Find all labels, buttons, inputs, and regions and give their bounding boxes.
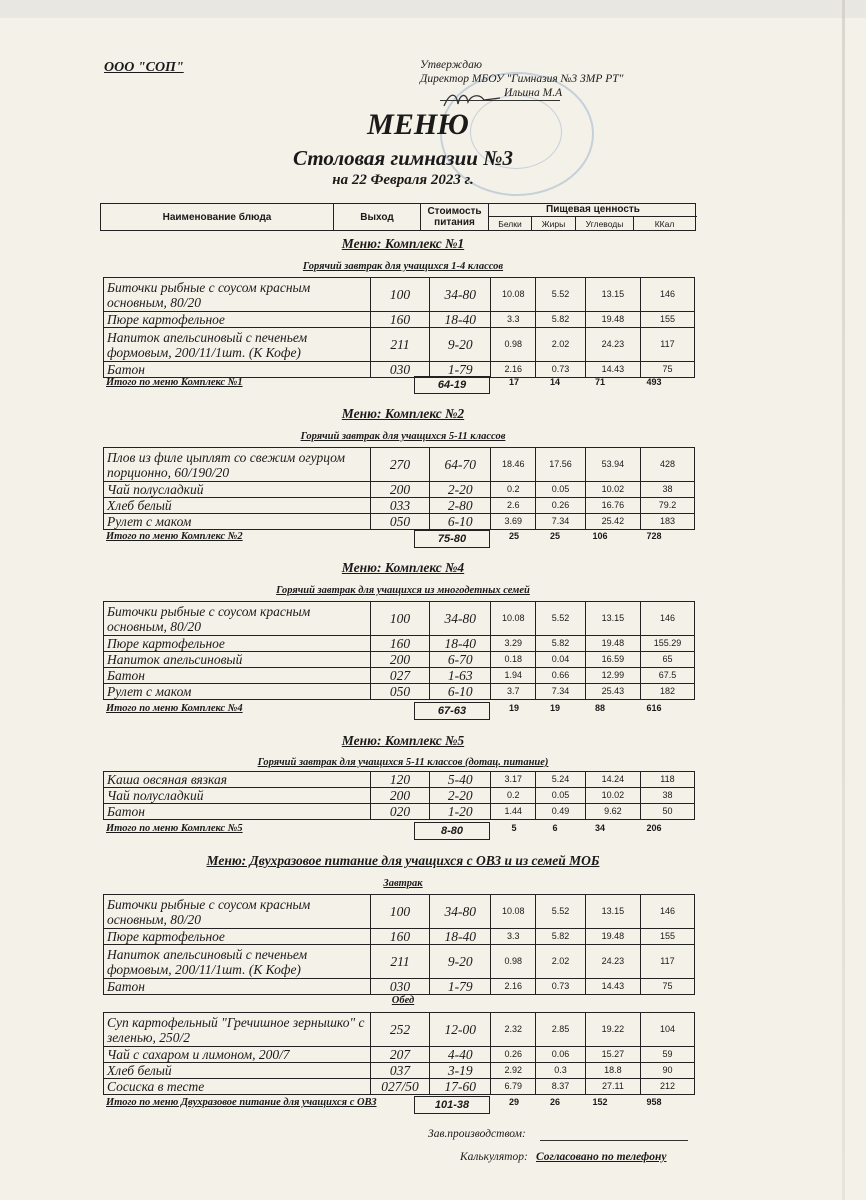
kcal-value: 90 — [640, 1063, 694, 1079]
header-name: Наименование блюда — [101, 204, 334, 230]
dish-name: Чай полусладкий — [104, 482, 371, 498]
total-label: Итого по меню Комплекс №1 — [106, 377, 243, 388]
dish-name: Суп картофельный "Гречишное зернышко" с зеленью, 250/2 — [104, 1013, 371, 1047]
fat-value: 0.73 — [536, 362, 586, 378]
menu-table — [103, 894, 695, 995]
kcal-value: 212 — [640, 1079, 694, 1095]
dish-name: Пюре картофельное — [104, 929, 371, 945]
protein-value: 10.08 — [491, 602, 536, 636]
section-title: Меню: Комплекс №1 — [341, 236, 465, 251]
fat-value: 7.34 — [536, 684, 586, 700]
dish-price: 18-40 — [430, 636, 491, 652]
total-price: 64-19 — [414, 376, 490, 394]
header-carbs: Углеводы — [576, 216, 634, 231]
section-subtitle: Горячий завтрак для учащихся 5-11 классов (дотац. питание) — [257, 757, 549, 768]
total-value: 29 — [508, 1097, 519, 1107]
carbs-value: 19.48 — [585, 636, 640, 652]
carbs-value: 13.15 — [585, 602, 640, 636]
section-subtitle: Горячий завтрак для учащихся из многодетных семей — [276, 585, 530, 596]
fat-value: 0.3 — [536, 1063, 586, 1079]
section-title: Меню: Двухразовое питание для учащихся с ОВЗ и из семей МОБ — [206, 853, 600, 868]
header-kcal: ККал — [654, 218, 675, 229]
dish-name: Рулет с маком — [104, 684, 371, 700]
total-price: 8-80 — [414, 822, 490, 840]
total-value: 958 — [646, 1097, 662, 1107]
table-row — [104, 668, 695, 684]
dish-output: 120 — [370, 772, 429, 788]
carbs-value: 14.43 — [585, 362, 640, 378]
dish-price: 64-70 — [430, 448, 491, 482]
table-row — [104, 788, 695, 804]
kcal-value: 104 — [640, 1013, 694, 1047]
dish-output: 050 — [370, 684, 429, 700]
dish-output: 020 — [370, 804, 429, 820]
carbs-value: 12.99 — [585, 668, 640, 684]
header-output: Выход — [334, 204, 421, 230]
section-subtitle: Горячий завтрак для учащихся 5-11 классов — [300, 431, 506, 442]
dish-name: Биточки рыбные с соусом красным основным, 80/20 — [104, 602, 371, 636]
protein-value: 0.18 — [491, 652, 536, 668]
dish-name: Чай с сахаром и лимоном, 200/7 — [104, 1047, 371, 1063]
carbs-value: 9.62 — [585, 804, 640, 820]
total-price: 75-80 — [414, 530, 490, 548]
fat-value: 2.02 — [536, 945, 586, 979]
table-row — [104, 804, 695, 820]
dish-name: Каша овсяная вязкая — [104, 772, 371, 788]
section-title: Меню: Комплекс №2 — [341, 406, 465, 421]
dish-price: 6-70 — [430, 652, 491, 668]
total-label: Итого по меню Комплекс №2 — [106, 531, 243, 542]
kcal-value: 183 — [640, 514, 694, 530]
header-protein: Белки — [489, 216, 532, 231]
kcal-value: 59 — [640, 1047, 694, 1063]
scan-top-band — [0, 0, 866, 18]
fat-value: 0.49 — [536, 804, 586, 820]
dish-name: Батон — [104, 362, 371, 378]
dish-output: 160 — [370, 636, 429, 652]
table-row — [104, 945, 695, 979]
dish-price: 6-10 — [430, 514, 491, 530]
dish-name: Напиток апельсиновый — [104, 652, 371, 668]
kcal-value: 75 — [640, 979, 694, 995]
total-value: 71 — [594, 377, 605, 387]
dish-output: 270 — [370, 448, 429, 482]
carbs-value: 14.24 — [585, 772, 640, 788]
total-value: 493 — [646, 377, 662, 387]
section-title: Меню: Комплекс №4 — [341, 560, 465, 575]
chief-label: Зав.производством: — [428, 1128, 526, 1140]
table-row — [104, 652, 695, 668]
total-value: 19 — [508, 703, 519, 713]
section-subtitle: Завтрак — [383, 878, 423, 889]
carbs-value: 16.76 — [585, 498, 640, 514]
kcal-value: 155.29 — [640, 636, 694, 652]
total-value: 106 — [592, 531, 608, 541]
kcal-value: 79.2 — [640, 498, 694, 514]
dish-output: 100 — [370, 278, 429, 312]
header-nutrition: Пищевая ценность — [489, 204, 697, 217]
fat-value: 7.34 — [536, 514, 586, 530]
protein-value: 0.98 — [491, 328, 536, 362]
calculator-label: Калькулятор: — [460, 1151, 528, 1163]
dish-name: Батон — [104, 668, 371, 684]
header-cost: Стоимость питания — [421, 204, 489, 230]
kcal-value: 38 — [640, 788, 694, 804]
table-row — [104, 772, 695, 788]
table-row — [104, 498, 695, 514]
total-label: Итого по меню Комплекс №4 — [106, 703, 243, 714]
fat-value: 2.85 — [536, 1013, 586, 1047]
approval-line: Утверждаю — [420, 59, 482, 71]
protein-value: 3.3 — [491, 929, 536, 945]
dish-name: Биточки рыбные с соусом красным основным, 80/20 — [104, 895, 371, 929]
protein-value: 1.44 — [491, 804, 536, 820]
fat-value: 5.52 — [536, 602, 586, 636]
dish-output: 160 — [370, 312, 429, 328]
table-row — [104, 1013, 695, 1047]
protein-value: 3.69 — [491, 514, 536, 530]
table-row — [104, 929, 695, 945]
protein-value: 3.3 — [491, 312, 536, 328]
kcal-value: 155 — [640, 312, 694, 328]
fat-value: 5.82 — [536, 929, 586, 945]
carbs-value: 25.42 — [585, 514, 640, 530]
fat-value: 8.37 — [536, 1079, 586, 1095]
kcal-value: 182 — [640, 684, 694, 700]
table-row — [104, 602, 695, 636]
protein-value: 2.6 — [491, 498, 536, 514]
dish-price: 34-80 — [430, 278, 491, 312]
dish-output: 027 — [370, 668, 429, 684]
dish-price: 1-20 — [430, 804, 491, 820]
dish-output: 211 — [370, 945, 429, 979]
dish-output: 033 — [370, 498, 429, 514]
carbs-value: 14.43 — [585, 979, 640, 995]
kcal-value: 146 — [640, 895, 694, 929]
kcal-value: 50 — [640, 804, 694, 820]
menu-table — [103, 447, 695, 530]
carbs-value: 25.43 — [585, 684, 640, 700]
kcal-value: 117 — [640, 328, 694, 362]
dish-price: 18-40 — [430, 929, 491, 945]
carbs-value: 19.48 — [585, 312, 640, 328]
table-row — [104, 1063, 695, 1079]
fat-value: 5.52 — [536, 278, 586, 312]
menu-table — [103, 277, 695, 378]
protein-value: 2.32 — [491, 1013, 536, 1047]
total-value: 26 — [549, 1097, 560, 1107]
table-row — [104, 684, 695, 700]
fat-value: 5.24 — [536, 772, 586, 788]
approval-name: Ильина М.А — [504, 87, 563, 99]
section-title: Меню: Комплекс №5 — [341, 733, 465, 748]
dish-output: 027/50 — [370, 1079, 429, 1095]
dish-price: 4-40 — [430, 1047, 491, 1063]
kcal-value: 38 — [640, 482, 694, 498]
fat-value: 0.06 — [536, 1047, 586, 1063]
protein-value: 0.2 — [491, 788, 536, 804]
dish-price: 9-20 — [430, 328, 491, 362]
table-row — [104, 328, 695, 362]
total-value: 34 — [594, 823, 605, 833]
dish-price: 1-79 — [430, 979, 491, 995]
dish-output: 100 — [370, 602, 429, 636]
dish-price: 1-79 — [430, 362, 491, 378]
total-value: 152 — [592, 1097, 608, 1107]
menu-table — [103, 601, 695, 700]
fat-value: 5.82 — [536, 636, 586, 652]
dish-name: Плов из филе цыплят со свежим огурцом порционно, 60/190/20 — [104, 448, 371, 482]
dish-name: Напиток апельсиновый с печеньем формовым, 200/11/1шт. (К Кофе) — [104, 328, 371, 362]
kcal-value: 65 — [640, 652, 694, 668]
dish-name: Рулет с маком — [104, 514, 371, 530]
header-fat: Жиры — [532, 216, 576, 231]
section-subtitle: Обед — [391, 995, 415, 1006]
page-subtitle: Столовая гимназии №3 — [293, 146, 513, 170]
chief-signature-line — [540, 1140, 688, 1141]
dish-price: 3-19 — [430, 1063, 491, 1079]
dish-output: 252 — [370, 1013, 429, 1047]
protein-value: 3.29 — [491, 636, 536, 652]
dish-name: Напиток апельсиновый с печеньем формовым, 200/11/1шт. (К Кофе) — [104, 945, 371, 979]
total-value: 5 — [511, 823, 517, 833]
dish-output: 200 — [370, 788, 429, 804]
protein-value: 10.08 — [491, 895, 536, 929]
table-row — [104, 1079, 695, 1095]
total-label: Итого по меню Комплекс №5 — [106, 823, 243, 834]
fat-value: 0.66 — [536, 668, 586, 684]
carbs-value: 24.23 — [585, 945, 640, 979]
carbs-value: 13.15 — [585, 895, 640, 929]
dish-name: Пюре картофельное — [104, 312, 371, 328]
dish-price: 2-80 — [430, 498, 491, 514]
total-value: 25 — [508, 531, 519, 541]
table-row — [104, 1047, 695, 1063]
kcal-value: 117 — [640, 945, 694, 979]
carbs-value: 18.8 — [585, 1063, 640, 1079]
dish-output: 200 — [370, 482, 429, 498]
fat-value: 0.26 — [536, 498, 586, 514]
table-row — [104, 312, 695, 328]
protein-value: 10.08 — [491, 278, 536, 312]
menu-table — [103, 1012, 695, 1095]
dish-output: 100 — [370, 895, 429, 929]
kcal-value: 428 — [640, 448, 694, 482]
menu-table — [103, 771, 695, 820]
protein-value: 3.17 — [491, 772, 536, 788]
carbs-value: 24.23 — [585, 328, 640, 362]
fat-value: 0.04 — [536, 652, 586, 668]
dish-price: 2-20 — [430, 788, 491, 804]
table-row — [104, 482, 695, 498]
protein-value: 0.2 — [491, 482, 536, 498]
carbs-value: 19.22 — [585, 1013, 640, 1047]
organization-name: ООО "СОП" — [104, 60, 184, 75]
protein-value: 1.94 — [491, 668, 536, 684]
calculator-value: Согласовано по телефону — [536, 1151, 667, 1163]
dish-output: 050 — [370, 514, 429, 530]
protein-value: 18.46 — [491, 448, 536, 482]
fat-value: 0.05 — [536, 788, 586, 804]
dish-name: Сосиска в тесте — [104, 1079, 371, 1095]
dish-price: 17-60 — [430, 1079, 491, 1095]
dish-price: 34-80 — [430, 895, 491, 929]
section-subtitle: Горячий завтрак для учащихся 1-4 классов — [302, 261, 504, 272]
total-value: 25 — [549, 531, 560, 541]
fat-value: 5.82 — [536, 312, 586, 328]
table-row — [104, 278, 695, 312]
carbs-value: 53.94 — [585, 448, 640, 482]
dish-price: 2-20 — [430, 482, 491, 498]
kcal-value: 146 — [640, 602, 694, 636]
dish-name: Биточки рыбные с соусом красным основным, 80/20 — [104, 278, 371, 312]
carbs-value: 16.59 — [585, 652, 640, 668]
total-value: 616 — [646, 703, 662, 713]
protein-value: 6.79 — [491, 1079, 536, 1095]
carbs-value: 10.02 — [585, 788, 640, 804]
dish-price: 5-40 — [430, 772, 491, 788]
total-value: 728 — [646, 531, 662, 541]
fat-value: 0.05 — [536, 482, 586, 498]
dish-output: 030 — [370, 362, 429, 378]
dish-output: 200 — [370, 652, 429, 668]
protein-value: 0.26 — [491, 1047, 536, 1063]
dish-output: 160 — [370, 929, 429, 945]
table-row — [104, 979, 695, 995]
total-value: 206 — [646, 823, 662, 833]
dish-name: Батон — [104, 804, 371, 820]
dish-output: 030 — [370, 979, 429, 995]
carbs-value: 19.48 — [585, 929, 640, 945]
protein-value: 2.92 — [491, 1063, 536, 1079]
fat-value: 5.52 — [536, 895, 586, 929]
protein-value: 0.98 — [491, 945, 536, 979]
dish-name: Пюре картофельное — [104, 636, 371, 652]
page-title: МЕНЮ — [367, 108, 469, 141]
approval-director: Директор МБОУ "Гимназия №3 ЗМР РТ" — [420, 73, 624, 85]
fat-value: 0.73 — [536, 979, 586, 995]
total-value: 19 — [549, 703, 560, 713]
kcal-value: 67.5 — [640, 668, 694, 684]
protein-value: 3.7 — [491, 684, 536, 700]
fat-value: 2.02 — [536, 328, 586, 362]
dish-price: 12-00 — [430, 1013, 491, 1047]
protein-value: 2.16 — [491, 362, 536, 378]
dish-name: Хлеб белый — [104, 498, 371, 514]
total-value: 17 — [508, 377, 519, 387]
dish-price: 6-10 — [430, 684, 491, 700]
dish-output: 211 — [370, 328, 429, 362]
kcal-value: 75 — [640, 362, 694, 378]
menu-date: на 22 Февраля 2023 г. — [332, 172, 474, 188]
carbs-value: 13.15 — [585, 278, 640, 312]
table-row — [104, 448, 695, 482]
carbs-value: 27.11 — [585, 1079, 640, 1095]
kcal-value: 118 — [640, 772, 694, 788]
protein-value: 2.16 — [491, 979, 536, 995]
dish-output: 037 — [370, 1063, 429, 1079]
table-header — [100, 203, 696, 231]
total-label: Итого по меню Двухразовое питание для учащихся с ОВЗ — [106, 1097, 377, 1108]
dish-name: Чай полусладкий — [104, 788, 371, 804]
table-row — [104, 362, 695, 378]
total-price: 101-38 — [414, 1096, 490, 1114]
dish-price: 34-80 — [430, 602, 491, 636]
total-value: 14 — [549, 377, 560, 387]
table-row — [104, 636, 695, 652]
dish-price: 9-20 — [430, 945, 491, 979]
table-row — [104, 895, 695, 929]
signature-mark — [440, 88, 510, 110]
table-row — [104, 514, 695, 530]
dish-output: 207 — [370, 1047, 429, 1063]
scan-edge-shadow — [842, 0, 845, 1200]
fat-value: 17.56 — [536, 448, 586, 482]
dish-name: Хлеб белый — [104, 1063, 371, 1079]
total-value: 88 — [594, 703, 605, 713]
dish-price: 1-63 — [430, 668, 491, 684]
dish-price: 18-40 — [430, 312, 491, 328]
carbs-value: 10.02 — [585, 482, 640, 498]
total-value: 6 — [552, 823, 558, 833]
kcal-value: 155 — [640, 929, 694, 945]
kcal-value: 146 — [640, 278, 694, 312]
dish-name: Батон — [104, 979, 371, 995]
carbs-value: 15.27 — [585, 1047, 640, 1063]
total-price: 67-63 — [414, 702, 490, 720]
